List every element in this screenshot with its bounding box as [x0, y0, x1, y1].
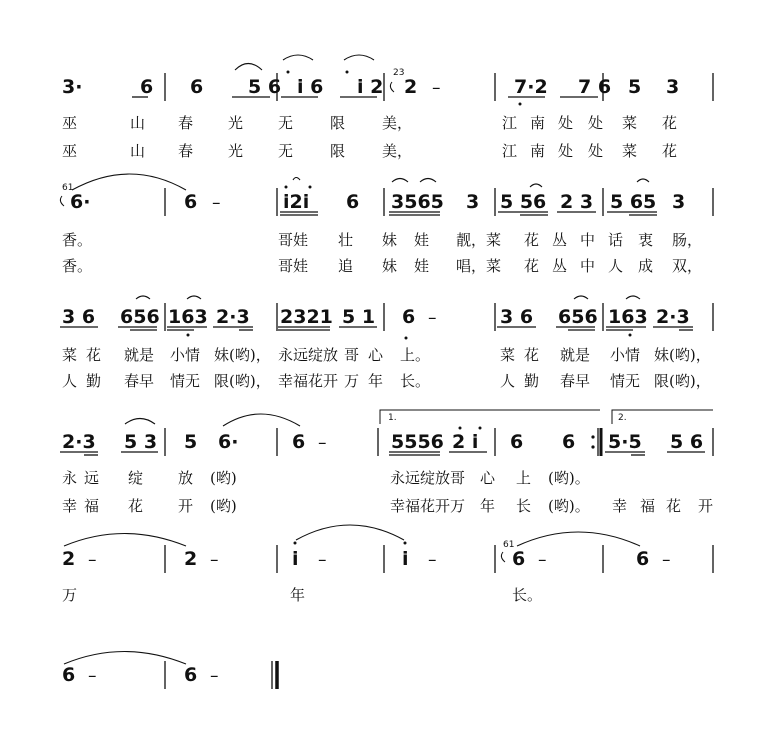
lyric: 处 [588, 114, 604, 132]
note: 6 [562, 431, 576, 453]
lyric: 限(哟)， [214, 372, 271, 390]
note: 6 [190, 76, 204, 98]
lyric: 丛 [552, 231, 568, 249]
dash-mark: – [210, 666, 219, 686]
lyric: 哥娃 [278, 231, 309, 249]
lyric: (哟) [210, 469, 237, 487]
dash-mark: – [212, 193, 221, 213]
lyric: 花 [524, 346, 540, 364]
note: i 2 [357, 76, 384, 98]
note: 2·3 [62, 431, 96, 453]
lyric: 年 [368, 372, 384, 390]
note: i2i [283, 191, 310, 213]
lyric: 妹 [382, 231, 398, 249]
note: 2 [62, 548, 76, 570]
lyric: 福 [84, 497, 100, 515]
note: 656 [120, 306, 160, 328]
lyric: 菜 [62, 346, 78, 364]
lyric: 美， [382, 114, 413, 132]
note: 6· [70, 191, 91, 213]
note: 5 56 [500, 191, 547, 213]
lyric: 年 [480, 497, 496, 515]
lyric: 勤 [524, 372, 540, 390]
dash-mark: – [428, 550, 437, 570]
lyric: 花 [662, 142, 678, 160]
note: 2 i [452, 431, 479, 453]
lyric: 长 [516, 497, 532, 515]
lyric: 情无 [610, 372, 641, 390]
lyric: 人 [608, 257, 624, 275]
lyric: 小情 [170, 346, 201, 364]
lyric: 南 [530, 114, 546, 132]
lyric: 哥 [344, 346, 360, 364]
lyric: (哟) [210, 497, 237, 515]
note: 6· [218, 431, 239, 453]
lyric: 美， [382, 142, 413, 160]
note: 5·5 [608, 431, 642, 453]
lyric: 心 [368, 346, 384, 364]
note: i [402, 548, 409, 570]
lyric: 香。 [62, 257, 93, 275]
lyric: 限 [330, 114, 346, 132]
lyric: 肠， [672, 231, 703, 249]
note: 3· [62, 76, 83, 98]
lyric: 处 [588, 142, 604, 160]
lyric: 山 [130, 114, 146, 132]
note: 3 6 [500, 306, 534, 328]
lyric: 花 [128, 497, 144, 515]
dash-mark: – [318, 550, 327, 570]
volta-number: 1. [388, 413, 397, 423]
lyric: 唱，菜 [456, 257, 502, 275]
note: 5 1 [342, 306, 376, 328]
lyric: 娃 [414, 257, 430, 275]
note: 6 [510, 431, 524, 453]
lyric: 勤 [86, 372, 102, 390]
lyric: 长。 [400, 372, 431, 390]
lyric: 中 [580, 231, 596, 249]
lyric: 放 [178, 469, 194, 487]
note: i [292, 548, 299, 570]
note: 656 [558, 306, 598, 328]
lyric: 处 [558, 142, 574, 160]
grace-note: 61 [62, 183, 74, 193]
lyric: 万 [344, 372, 360, 390]
lyric: 菜 [622, 142, 638, 160]
lyric: 春 [178, 114, 194, 132]
dash-mark: – [318, 433, 327, 453]
lyric: 光 [228, 114, 244, 132]
note: 2·3 [656, 306, 690, 328]
lyric: 壮 [338, 231, 354, 249]
lyric: 万 [62, 586, 78, 604]
note: 2·3 [216, 306, 250, 328]
lyric: 福 [640, 497, 656, 515]
lyric: 靓，菜 [456, 231, 502, 249]
lyric: 幸 [612, 497, 628, 515]
lyric: 花 [524, 231, 540, 249]
note: 6 [292, 431, 306, 453]
lyric: 妹(哟)， [214, 346, 271, 364]
lyric: 哥 [450, 469, 466, 487]
lyric: 情无 [170, 372, 201, 390]
note: 6 [346, 191, 360, 213]
lyric: 巫 [62, 114, 78, 132]
note: 3565 [391, 191, 444, 213]
lyric: 上。 [400, 346, 431, 364]
lyric: 年 [290, 586, 306, 604]
lyric: 香。 [62, 231, 93, 249]
note: 163 [168, 306, 208, 328]
lyric: 绽 [128, 469, 144, 487]
lyric: 上 [516, 469, 532, 487]
note: 6 [636, 548, 650, 570]
lyric: 花 [662, 114, 678, 132]
lyric: 双， [672, 257, 703, 275]
lyric: 妹 [382, 257, 398, 275]
note: 3 6 [62, 306, 96, 328]
lyric: 长。 [512, 586, 543, 604]
lyric: 无 [278, 114, 294, 132]
lyric: 限 [330, 142, 346, 160]
note: 5 3 [124, 431, 158, 453]
note: 6 [62, 664, 76, 686]
lyric: 远 [84, 469, 100, 487]
note: 6 [402, 306, 416, 328]
repeat-sign [591, 435, 594, 448]
lyric: 心 [480, 469, 496, 487]
lyric: 春早 [124, 372, 155, 390]
lyric: 就是 [124, 346, 155, 364]
dash-mark: – [428, 308, 437, 328]
lyric: 开 [698, 497, 714, 515]
lyric: 山 [130, 142, 146, 160]
note: 6 [512, 548, 526, 570]
lyric: 春 [178, 142, 194, 160]
lyric: 菜 [500, 346, 516, 364]
lyrics-layer [62, 114, 713, 604]
note: 3 [666, 76, 680, 98]
note: 163 [608, 306, 648, 328]
lyric: 巫 [62, 142, 78, 160]
lyric: 永远绽放 [390, 469, 451, 487]
lyric: 人 [500, 372, 516, 390]
lyric: 人 [62, 372, 78, 390]
lyric: 花 [666, 497, 682, 515]
note: 7·2 [514, 76, 548, 98]
dash-mark: – [210, 550, 219, 570]
note: 2 [404, 76, 418, 98]
lyric: 妹(哟)， [654, 346, 711, 364]
dash-mark: – [88, 550, 97, 570]
note: 6 [184, 191, 198, 213]
note: 5 [184, 431, 198, 453]
lyric: 哥娃 [278, 257, 309, 275]
note: 5 65 [610, 191, 657, 213]
grace-note: 23 [393, 68, 405, 78]
note: 5556 [391, 431, 444, 453]
note: 2321 [280, 306, 333, 328]
lyric: 花 [86, 346, 102, 364]
lyric: 菜 [622, 114, 638, 132]
lyric: 限(哟)， [654, 372, 711, 390]
lyric: 追 [338, 257, 354, 275]
lyric: (哟)。 [548, 497, 590, 515]
lyric: 永 [62, 469, 78, 487]
lyric: 丛 [552, 257, 568, 275]
dash-mark: – [662, 550, 671, 570]
dash-mark: – [432, 78, 441, 98]
lyric: 光 [228, 142, 244, 160]
lyric: 无 [278, 142, 294, 160]
lyric: 南 [530, 142, 546, 160]
volta-brackets [380, 410, 713, 424]
lyric: 万 [450, 497, 466, 515]
dash-mark: – [538, 550, 547, 570]
lyric: 中 [580, 257, 596, 275]
note: 6 [140, 76, 154, 98]
lyric: 永远绽放 [278, 346, 339, 364]
lyric: 话 [608, 231, 624, 249]
lyric: 江 [502, 142, 518, 160]
lyric: 幸福花开 [278, 372, 339, 390]
volta-number: 2. [618, 413, 627, 423]
lyric: 开 [178, 497, 194, 515]
dash-mark: – [88, 666, 97, 686]
note: 6 [184, 664, 198, 686]
note: 5 6 [248, 76, 282, 98]
lyric: 江 [502, 114, 518, 132]
note: 5 6 [670, 431, 704, 453]
lyric: 娃 [414, 231, 430, 249]
lyric: 小情 [610, 346, 641, 364]
lyric: 春早 [560, 372, 591, 390]
note: 5 [628, 76, 642, 98]
lyric: 成 [638, 257, 654, 275]
note: 7 6 [578, 76, 612, 98]
note: 3 [672, 191, 686, 213]
lyric: 花 [524, 257, 540, 275]
lyric: 幸福花开 [390, 497, 451, 515]
note: i 6 [297, 76, 324, 98]
lyric: (哟)。 [548, 469, 590, 487]
note: 2 3 [560, 191, 594, 213]
lyric: 处 [558, 114, 574, 132]
lyric: 衷 [638, 231, 654, 249]
note: 2 [184, 548, 198, 570]
lyric: 就是 [560, 346, 591, 364]
grace-note: 61 [503, 540, 515, 550]
lyric: 幸 [62, 497, 78, 515]
note: 3 [466, 191, 480, 213]
